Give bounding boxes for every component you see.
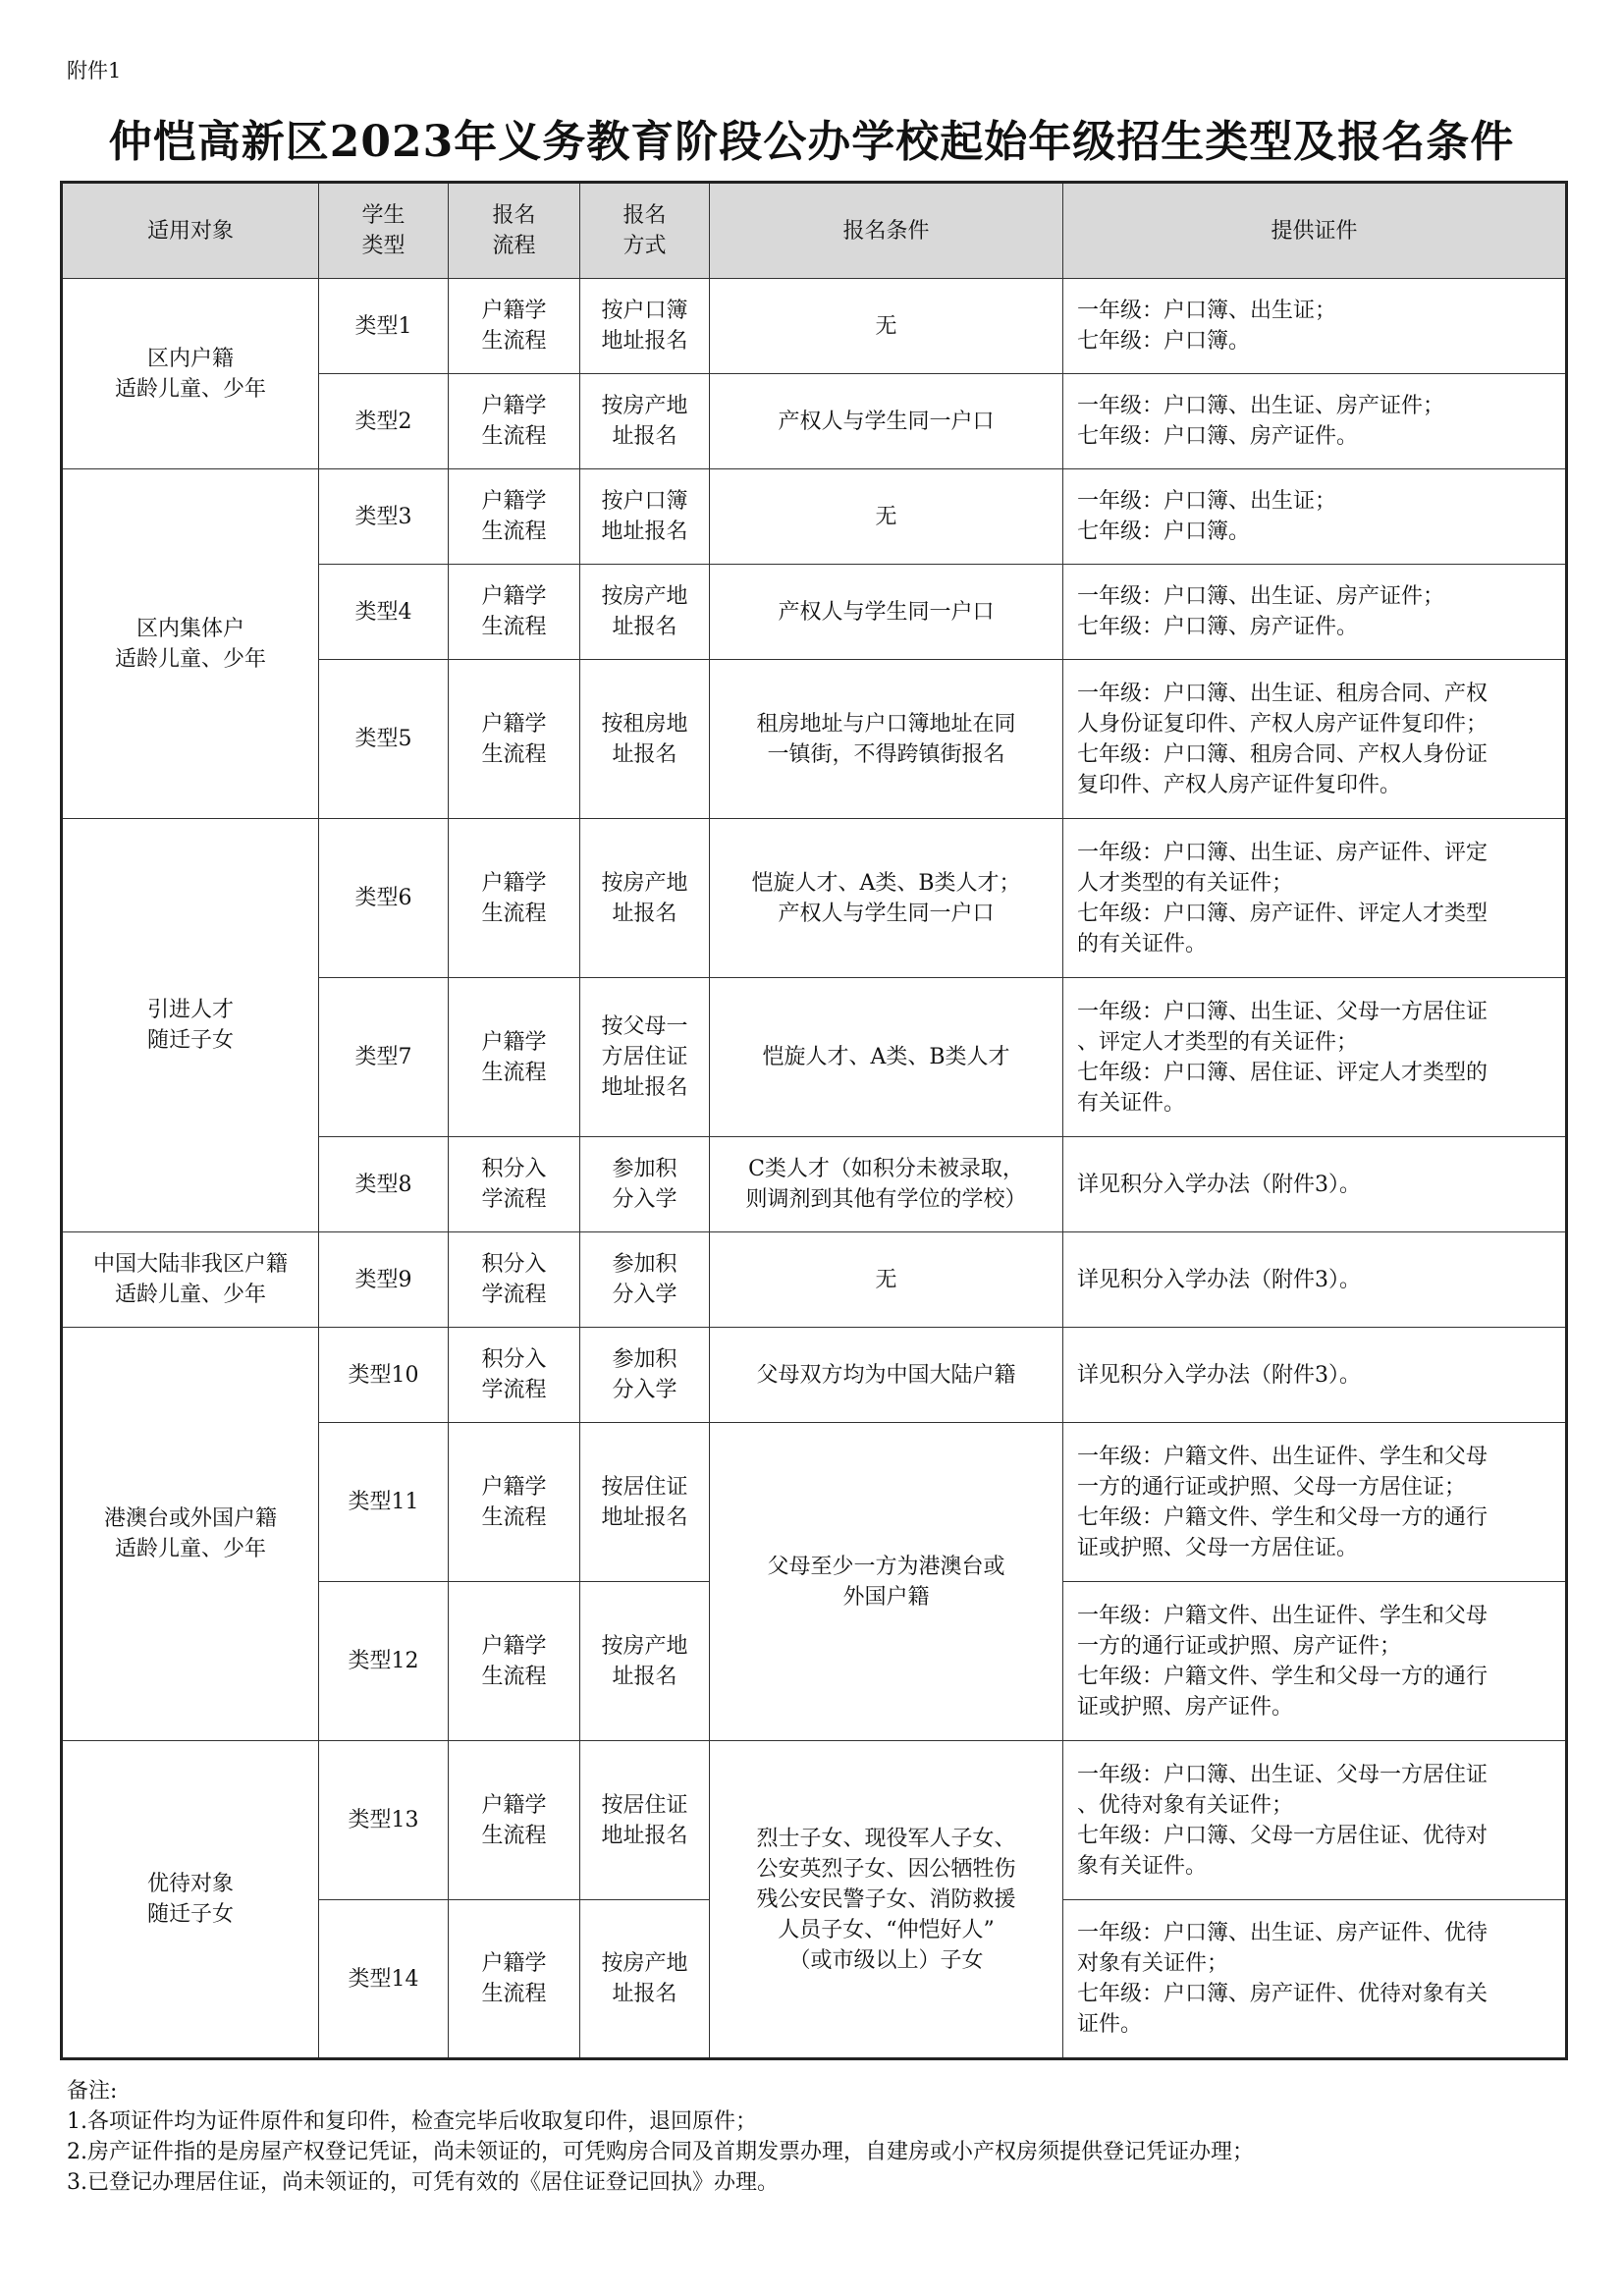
process-cell: 户籍学 生流程 [449, 1423, 580, 1582]
header-student-type: 学生 类型 [319, 183, 449, 279]
table-row [62, 1741, 1567, 1900]
documents-cell: 一年级：户口簿、出生证； 七年级：户口簿。 [1063, 469, 1567, 565]
attachment-label: 附件1 [67, 59, 122, 82]
type-cell: 类型7 [319, 978, 449, 1137]
documents-cell: 一年级：户籍文件、出生证件、学生和父母 一方的通行证或护照、父母一方居住证； 七年级：户籍文件、学生和父母一方的通行 证或护照、父母一方居住证。 [1063, 1423, 1567, 1582]
documents-cell: 一年级：户口簿、出生证、父母一方居住证 、评定人才类型的有关证件； 七年级：户口簿、居住证、评定人才类型的 有关证件。 [1063, 978, 1567, 1137]
condition-cell: 无 [710, 469, 1063, 565]
process-cell: 户籍学 生流程 [449, 565, 580, 660]
method-cell: 按租房地 址报名 [580, 660, 710, 819]
documents-cell: 详见积分入学办法（附件3）。 [1063, 1232, 1567, 1328]
notes-heading: 备注: [67, 2079, 118, 2104]
header-condition: 报名条件 [710, 183, 1063, 279]
documents-cell: 一年级：户口簿、出生证； 七年级：户口簿。 [1063, 279, 1567, 374]
table-row [62, 1232, 1567, 1328]
process-cell: 户籍学 生流程 [449, 1582, 580, 1741]
target-cell: 港澳台或外国户籍 适龄儿童、少年 [62, 1328, 319, 1741]
type-cell: 类型14 [319, 1900, 449, 2059]
table-row [62, 819, 1567, 978]
process-cell: 户籍学 生流程 [449, 660, 580, 819]
condition-cell: 恺旋人才、A类、B类人才； 产权人与学生同一户口 [710, 819, 1063, 978]
process-cell: 户籍学 生流程 [449, 819, 580, 978]
condition-cell: 产权人与学生同一户口 [710, 565, 1063, 660]
header-target: 适用对象 [62, 183, 319, 279]
process-cell: 积分入 学流程 [449, 1137, 580, 1232]
condition-cell: 父母至少一方为港澳台或 外国户籍 [710, 1423, 1063, 1741]
documents-cell: 一年级：户籍文件、出生证件、学生和父母 一方的通行证或护照、房产证件； 七年级：户籍文件、学生和父母一方的通行 证或护照、房产证件。 [1063, 1582, 1567, 1741]
documents-cell: 一年级：户口簿、出生证、房产证件、评定 人才类型的有关证件； 七年级：户口簿、房产证件、评定人才类型 的有关证件。 [1063, 819, 1567, 978]
condition-cell: 父母双方均为中国大陆户籍 [710, 1328, 1063, 1423]
target-cell: 优待对象 随迁子女 [62, 1741, 319, 2059]
type-cell: 类型11 [319, 1423, 449, 1582]
admission-table [60, 181, 1568, 2060]
documents-cell: 一年级：户口簿、出生证、租房合同、产权 人身份证复印件、产权人房产证件复印件； 七年级：户口簿、租房合同、产权人身份证 复印件、产权人房产证件复印件。 [1063, 660, 1567, 819]
condition-cell: 产权人与学生同一户口 [710, 374, 1063, 469]
method-cell: 按居住证 地址报名 [580, 1423, 710, 1582]
notes [67, 2076, 1254, 2198]
target-cell: 引进人才 随迁子女 [62, 819, 319, 1232]
process-cell: 户籍学 生流程 [449, 279, 580, 374]
method-cell: 按户口簿 地址报名 [580, 469, 710, 565]
documents-cell: 详见积分入学办法（附件3）。 [1063, 1137, 1567, 1232]
method-cell: 按房产地 址报名 [580, 1582, 710, 1741]
type-cell: 类型3 [319, 469, 449, 565]
type-cell: 类型1 [319, 279, 449, 374]
condition-cell: 恺旋人才、A类、B类人才 [710, 978, 1063, 1137]
note-item: 1.各项证件均为证件原件和复印件，检查完毕后收取复印件，退回原件； [67, 2109, 757, 2134]
type-cell: 类型8 [319, 1137, 449, 1232]
type-cell: 类型13 [319, 1741, 449, 1900]
table-row [62, 469, 1567, 565]
method-cell: 参加积 分入学 [580, 1137, 710, 1232]
table-header-row [62, 183, 1567, 279]
condition-cell: 租房地址与户口簿地址在同 一镇街，不得跨镇街报名 [710, 660, 1063, 819]
table-row [62, 1328, 1567, 1423]
documents-cell: 详见积分入学办法（附件3）。 [1063, 1328, 1567, 1423]
condition-cell: 烈士子女、现役军人子女、 公安英烈子女、因公牺牲伤 残公安民警子女、消防救援 人员子女、“仲恺好人” （或市级以上）子女 [710, 1741, 1063, 2059]
method-cell: 按房产地 址报名 [580, 819, 710, 978]
condition-cell: C类人才（如积分未被录取， 则调剂到其他有学位的学校） [710, 1137, 1063, 1232]
target-cell: 区内户籍 适龄儿童、少年 [62, 279, 319, 469]
documents-cell: 一年级：户口簿、出生证、父母一方居住证 、优待对象有关证件； 七年级：户口簿、父母一方居住证、优待对 象有关证件。 [1063, 1741, 1567, 1900]
type-cell: 类型5 [319, 660, 449, 819]
header-documents: 提供证件 [1063, 183, 1567, 279]
process-cell: 积分入 学流程 [449, 1232, 580, 1328]
process-cell: 户籍学 生流程 [449, 469, 580, 565]
documents-cell: 一年级：户口簿、出生证、房产证件、优待 对象有关证件； 七年级：户口簿、房产证件、优待对象有关 证件。 [1063, 1900, 1567, 2059]
type-cell: 类型9 [319, 1232, 449, 1328]
method-cell: 按房产地 址报名 [580, 374, 710, 469]
process-cell: 户籍学 生流程 [449, 1741, 580, 1900]
table-row [62, 279, 1567, 374]
method-cell: 按房产地 址报名 [580, 1900, 710, 2059]
method-cell: 按父母一 方居住证 地址报名 [580, 978, 710, 1137]
method-cell: 按房产地 址报名 [580, 565, 710, 660]
type-cell: 类型6 [319, 819, 449, 978]
header-method: 报名 方式 [580, 183, 710, 279]
method-cell: 按居住证 地址报名 [580, 1741, 710, 1900]
documents-cell: 一年级：户口簿、出生证、房产证件； 七年级：户口簿、房产证件。 [1063, 565, 1567, 660]
type-cell: 类型10 [319, 1328, 449, 1423]
method-cell: 按户口簿 地址报名 [580, 279, 710, 374]
header-process: 报名 流程 [449, 183, 580, 279]
process-cell: 户籍学 生流程 [449, 1900, 580, 2059]
condition-cell: 无 [710, 1232, 1063, 1328]
process-cell: 积分入 学流程 [449, 1328, 580, 1423]
method-cell: 参加积 分入学 [580, 1232, 710, 1328]
documents-cell: 一年级：户口簿、出生证、房产证件； 七年级：户口簿、房产证件。 [1063, 374, 1567, 469]
condition-cell: 无 [710, 279, 1063, 374]
target-cell: 中国大陆非我区户籍 适龄儿童、少年 [62, 1232, 319, 1328]
type-cell: 类型4 [319, 565, 449, 660]
process-cell: 户籍学 生流程 [449, 374, 580, 469]
type-cell: 类型12 [319, 1582, 449, 1741]
process-cell: 户籍学 生流程 [449, 978, 580, 1137]
document-title: 仲恺高新区2023年义务教育阶段公办学校起始年级招生类型及报名条件 [108, 117, 1515, 167]
note-item: 3.已登记办理居住证，尚未领证的，可凭有效的《居住证登记回执》办理。 [67, 2170, 779, 2195]
note-item: 2.房产证件指的是房屋产权登记凭证，尚未领证的，可凭购房合同及首期发票办理，自建房或小产权房须提供登记凭证办理； [67, 2140, 1254, 2164]
type-cell: 类型2 [319, 374, 449, 469]
target-cell: 区内集体户 适龄儿童、少年 [62, 469, 319, 819]
method-cell: 参加积 分入学 [580, 1328, 710, 1423]
